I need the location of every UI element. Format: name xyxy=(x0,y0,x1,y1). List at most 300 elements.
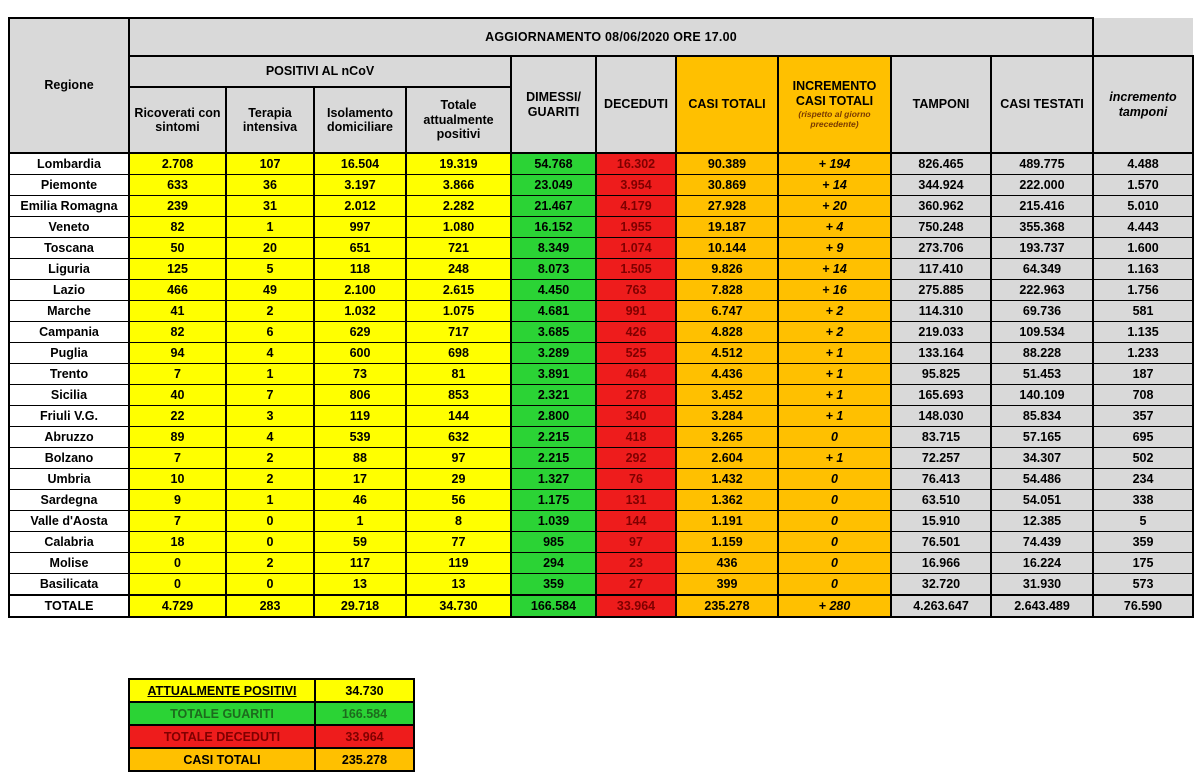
legend-row-totale-deceduti xyxy=(129,725,414,748)
deceduti-value: 16.302 xyxy=(596,153,676,175)
region-name: Umbria xyxy=(9,469,129,490)
legend-value: 166.584 xyxy=(315,702,414,725)
deceduti-value: 97 xyxy=(596,532,676,553)
deceduti-value: 131 xyxy=(596,490,676,511)
ricoverati-value: 10 xyxy=(129,469,226,490)
ricoverati-value: 4.729 xyxy=(129,595,226,617)
casi-testati-value: 54.486 xyxy=(991,469,1093,490)
dimessi-guariti-value: 4.450 xyxy=(511,280,596,301)
casi-testati-value: 69.736 xyxy=(991,301,1093,322)
tamponi-value: 219.033 xyxy=(891,322,991,343)
terapia-intensiva-value: 2 xyxy=(226,553,314,574)
dimessi-guariti-value: 166.584 xyxy=(511,595,596,617)
dimessi-guariti-value: 2.215 xyxy=(511,427,596,448)
terapia-intensiva-value: 1 xyxy=(226,364,314,385)
ricoverati-value: 94 xyxy=(129,343,226,364)
ricoverati-value: 2.708 xyxy=(129,153,226,175)
incremento-casi-value: 0 xyxy=(778,511,891,532)
terapia-intensiva-value: 1 xyxy=(226,217,314,238)
covid-data-table xyxy=(8,17,1194,618)
column-header-isolamento: Isolamento domiciliare xyxy=(314,87,406,153)
region-name: Toscana xyxy=(9,238,129,259)
deceduti-value: 27 xyxy=(596,574,676,596)
casi-totali-value: 1.432 xyxy=(676,469,778,490)
table-row xyxy=(9,217,1193,238)
terapia-intensiva-value: 49 xyxy=(226,280,314,301)
totale-positivi-value: 721 xyxy=(406,238,511,259)
tamponi-value: 360.962 xyxy=(891,196,991,217)
dimessi-guariti-value: 16.152 xyxy=(511,217,596,238)
isolamento-value: 2.100 xyxy=(314,280,406,301)
isolamento-value: 1 xyxy=(314,511,406,532)
column-header-tamponi: TAMPONI xyxy=(891,56,991,153)
incremento-casi-value: + 2 xyxy=(778,322,891,343)
dimessi-guariti-value: 1.327 xyxy=(511,469,596,490)
casi-testati-value: 57.165 xyxy=(991,427,1093,448)
casi-totali-value: 27.928 xyxy=(676,196,778,217)
dimessi-guariti-value: 54.768 xyxy=(511,153,596,175)
ricoverati-value: 7 xyxy=(129,448,226,469)
terapia-intensiva-value: 36 xyxy=(226,175,314,196)
incremento-tamponi-value: 4.488 xyxy=(1093,153,1193,175)
deceduti-value: 1.505 xyxy=(596,259,676,280)
ricoverati-value: 82 xyxy=(129,322,226,343)
incremento-tamponi-value: 1.570 xyxy=(1093,175,1193,196)
terapia-intensiva-value: 3 xyxy=(226,406,314,427)
table-row xyxy=(9,322,1193,343)
ricoverati-value: 22 xyxy=(129,406,226,427)
isolamento-value: 3.197 xyxy=(314,175,406,196)
casi-totali-value: 7.828 xyxy=(676,280,778,301)
table-row xyxy=(9,427,1193,448)
incremento-tamponi-value: 1.233 xyxy=(1093,343,1193,364)
totale-positivi-value: 1.075 xyxy=(406,301,511,322)
casi-testati-value: 54.051 xyxy=(991,490,1093,511)
region-name: Sicilia xyxy=(9,385,129,406)
table-row xyxy=(9,532,1193,553)
incremento-casi-subtitle: (rispetto al giorno precedente) xyxy=(798,109,871,129)
tamponi-value: 750.248 xyxy=(891,217,991,238)
casi-totali-value: 399 xyxy=(676,574,778,596)
dimessi-guariti-value: 359 xyxy=(511,574,596,596)
dimessi-guariti-value: 8.349 xyxy=(511,238,596,259)
incremento-casi-value: + 4 xyxy=(778,217,891,238)
region-name: Basilicata xyxy=(9,574,129,596)
totale-positivi-value: 56 xyxy=(406,490,511,511)
region-name: Puglia xyxy=(9,343,129,364)
casi-testati-value: 51.453 xyxy=(991,364,1093,385)
terapia-intensiva-value: 2 xyxy=(226,469,314,490)
terapia-intensiva-value: 4 xyxy=(226,427,314,448)
isolamento-value: 651 xyxy=(314,238,406,259)
totale-positivi-value: 144 xyxy=(406,406,511,427)
incremento-tamponi-value: 5 xyxy=(1093,511,1193,532)
ricoverati-value: 50 xyxy=(129,238,226,259)
column-header-totale-positivi: Totale attualmente positivi xyxy=(406,87,511,153)
incremento-casi-value: + 1 xyxy=(778,385,891,406)
tamponi-value: 165.693 xyxy=(891,385,991,406)
casi-totali-value: 90.389 xyxy=(676,153,778,175)
casi-testati-value: 34.307 xyxy=(991,448,1093,469)
table-row xyxy=(9,511,1193,532)
column-group-positivi: POSITIVI AL nCoV xyxy=(129,56,511,87)
casi-testati-value: 140.109 xyxy=(991,385,1093,406)
column-header-deceduti: DECEDUTI xyxy=(596,56,676,153)
ricoverati-value: 82 xyxy=(129,217,226,238)
deceduti-value: 340 xyxy=(596,406,676,427)
region-name: Emilia Romagna xyxy=(9,196,129,217)
casi-testati-value: 31.930 xyxy=(991,574,1093,596)
isolamento-value: 29.718 xyxy=(314,595,406,617)
tamponi-value: 117.410 xyxy=(891,259,991,280)
ricoverati-value: 18 xyxy=(129,532,226,553)
column-header-ricoverati: Ricoverati con sintomi xyxy=(129,87,226,153)
region-name: Lazio xyxy=(9,280,129,301)
corner-spacer xyxy=(1093,18,1193,56)
totale-positivi-value: 19.319 xyxy=(406,153,511,175)
table-body xyxy=(9,153,1193,617)
totale-positivi-value: 2.615 xyxy=(406,280,511,301)
casi-totali-value: 1.362 xyxy=(676,490,778,511)
incremento-casi-value: + 1 xyxy=(778,364,891,385)
region-name: TOTALE xyxy=(9,595,129,617)
deceduti-value: 1.074 xyxy=(596,238,676,259)
dimessi-guariti-value: 23.049 xyxy=(511,175,596,196)
table-row xyxy=(9,406,1193,427)
incremento-tamponi-value: 338 xyxy=(1093,490,1193,511)
totale-positivi-value: 13 xyxy=(406,574,511,596)
table-row xyxy=(9,153,1193,175)
column-header-casi-totali: CASI TOTALI xyxy=(676,56,778,153)
region-name: Marche xyxy=(9,301,129,322)
legend-row-totale-guariti xyxy=(129,702,414,725)
isolamento-value: 88 xyxy=(314,448,406,469)
isolamento-value: 629 xyxy=(314,322,406,343)
dimessi-guariti-value: 2.215 xyxy=(511,448,596,469)
tamponi-value: 76.413 xyxy=(891,469,991,490)
region-name: Lombardia xyxy=(9,153,129,175)
incremento-tamponi-value: 1.600 xyxy=(1093,238,1193,259)
legend-value: 235.278 xyxy=(315,748,414,771)
isolamento-value: 17 xyxy=(314,469,406,490)
totale-positivi-value: 29 xyxy=(406,469,511,490)
incremento-casi-value: + 194 xyxy=(778,153,891,175)
deceduti-value: 525 xyxy=(596,343,676,364)
incremento-casi-value: 0 xyxy=(778,427,891,448)
casi-testati-value: 489.775 xyxy=(991,153,1093,175)
terapia-intensiva-value: 4 xyxy=(226,343,314,364)
casi-testati-value: 88.228 xyxy=(991,343,1093,364)
casi-testati-value: 222.000 xyxy=(991,175,1093,196)
dimessi-guariti-value: 3.289 xyxy=(511,343,596,364)
tamponi-value: 344.924 xyxy=(891,175,991,196)
dimessi-guariti-value: 3.685 xyxy=(511,322,596,343)
dimessi-guariti-value: 2.800 xyxy=(511,406,596,427)
region-name: Liguria xyxy=(9,259,129,280)
deceduti-value: 418 xyxy=(596,427,676,448)
region-name: Sardegna xyxy=(9,490,129,511)
ricoverati-value: 7 xyxy=(129,364,226,385)
incremento-casi-value: 0 xyxy=(778,469,891,490)
casi-testati-value: 109.534 xyxy=(991,322,1093,343)
incremento-tamponi-value: 573 xyxy=(1093,574,1193,596)
casi-totali-value: 19.187 xyxy=(676,217,778,238)
totale-positivi-value: 717 xyxy=(406,322,511,343)
casi-testati-value: 193.737 xyxy=(991,238,1093,259)
incremento-tamponi-value: 359 xyxy=(1093,532,1193,553)
casi-totali-value: 3.452 xyxy=(676,385,778,406)
isolamento-value: 46 xyxy=(314,490,406,511)
table-row xyxy=(9,553,1193,574)
isolamento-value: 119 xyxy=(314,406,406,427)
tamponi-value: 32.720 xyxy=(891,574,991,596)
deceduti-value: 33.964 xyxy=(596,595,676,617)
incremento-tamponi-value: 76.590 xyxy=(1093,595,1193,617)
incremento-tamponi-value: 357 xyxy=(1093,406,1193,427)
tamponi-value: 114.310 xyxy=(891,301,991,322)
casi-testati-value: 85.834 xyxy=(991,406,1093,427)
region-name: Valle d'Aosta xyxy=(9,511,129,532)
incremento-casi-value: + 1 xyxy=(778,343,891,364)
legend-table xyxy=(128,678,415,772)
incremento-casi-value: + 2 xyxy=(778,301,891,322)
table-row xyxy=(9,364,1193,385)
region-name: Trento xyxy=(9,364,129,385)
deceduti-value: 23 xyxy=(596,553,676,574)
isolamento-value: 73 xyxy=(314,364,406,385)
table-row xyxy=(9,301,1193,322)
casi-totali-value: 30.869 xyxy=(676,175,778,196)
column-header-dimessi-guariti: DIMESSI/ GUARITI xyxy=(511,56,596,153)
dimessi-guariti-value: 3.891 xyxy=(511,364,596,385)
tamponi-value: 95.825 xyxy=(891,364,991,385)
terapia-intensiva-value: 2 xyxy=(226,301,314,322)
casi-totali-value: 1.159 xyxy=(676,532,778,553)
casi-testati-value: 74.439 xyxy=(991,532,1093,553)
isolamento-value: 1.032 xyxy=(314,301,406,322)
table-row xyxy=(9,490,1193,511)
ricoverati-value: 239 xyxy=(129,196,226,217)
tamponi-value: 15.910 xyxy=(891,511,991,532)
terapia-intensiva-value: 6 xyxy=(226,322,314,343)
column-header-regione: Regione xyxy=(9,18,129,153)
tamponi-value: 63.510 xyxy=(891,490,991,511)
incremento-tamponi-value: 1.163 xyxy=(1093,259,1193,280)
column-header-casi-testati: CASI TESTATI xyxy=(991,56,1093,153)
terapia-intensiva-value: 283 xyxy=(226,595,314,617)
tamponi-value: 4.263.647 xyxy=(891,595,991,617)
ricoverati-value: 41 xyxy=(129,301,226,322)
casi-totali-value: 3.265 xyxy=(676,427,778,448)
column-header-incremento-casi xyxy=(778,56,891,153)
legend-value: 33.964 xyxy=(315,725,414,748)
terapia-intensiva-value: 31 xyxy=(226,196,314,217)
incremento-tamponi-value: 5.010 xyxy=(1093,196,1193,217)
totale-positivi-value: 34.730 xyxy=(406,595,511,617)
tamponi-value: 133.164 xyxy=(891,343,991,364)
terapia-intensiva-value: 7 xyxy=(226,385,314,406)
incremento-casi-value: + 16 xyxy=(778,280,891,301)
ricoverati-value: 89 xyxy=(129,427,226,448)
isolamento-value: 118 xyxy=(314,259,406,280)
casi-totali-value: 1.191 xyxy=(676,511,778,532)
tamponi-value: 72.257 xyxy=(891,448,991,469)
casi-testati-value: 215.416 xyxy=(991,196,1093,217)
ricoverati-value: 9 xyxy=(129,490,226,511)
deceduti-value: 3.954 xyxy=(596,175,676,196)
isolamento-value: 539 xyxy=(314,427,406,448)
ricoverati-value: 0 xyxy=(129,553,226,574)
deceduti-value: 991 xyxy=(596,301,676,322)
table-row xyxy=(9,280,1193,301)
legend-label: CASI TOTALI xyxy=(129,748,315,771)
ricoverati-value: 7 xyxy=(129,511,226,532)
terapia-intensiva-value: 0 xyxy=(226,574,314,596)
isolamento-value: 997 xyxy=(314,217,406,238)
region-name: Piemonte xyxy=(9,175,129,196)
isolamento-value: 117 xyxy=(314,553,406,574)
dimessi-guariti-value: 294 xyxy=(511,553,596,574)
isolamento-value: 806 xyxy=(314,385,406,406)
casi-testati-value: 12.385 xyxy=(991,511,1093,532)
dimessi-guariti-value: 21.467 xyxy=(511,196,596,217)
terapia-intensiva-value: 107 xyxy=(226,153,314,175)
legend-value: 34.730 xyxy=(315,679,414,702)
totale-positivi-value: 97 xyxy=(406,448,511,469)
table-row xyxy=(9,469,1193,490)
isolamento-value: 600 xyxy=(314,343,406,364)
tamponi-value: 76.501 xyxy=(891,532,991,553)
dimessi-guariti-value: 985 xyxy=(511,532,596,553)
casi-totali-value: 436 xyxy=(676,553,778,574)
totale-positivi-value: 81 xyxy=(406,364,511,385)
column-header-incremento-tamponi: incremento tamponi xyxy=(1093,56,1193,153)
deceduti-value: 278 xyxy=(596,385,676,406)
ricoverati-value: 40 xyxy=(129,385,226,406)
legend-label: TOTALE GUARITI xyxy=(129,702,315,725)
terapia-intensiva-value: 2 xyxy=(226,448,314,469)
table-row xyxy=(9,385,1193,406)
incremento-casi-value: + 1 xyxy=(778,406,891,427)
deceduti-value: 464 xyxy=(596,364,676,385)
isolamento-value: 2.012 xyxy=(314,196,406,217)
incremento-casi-value: 0 xyxy=(778,532,891,553)
casi-totali-value: 4.512 xyxy=(676,343,778,364)
incremento-casi-value: + 280 xyxy=(778,595,891,617)
totale-positivi-value: 77 xyxy=(406,532,511,553)
table-row xyxy=(9,574,1193,596)
incremento-casi-value: 0 xyxy=(778,490,891,511)
deceduti-value: 144 xyxy=(596,511,676,532)
region-name: Abruzzo xyxy=(9,427,129,448)
incremento-tamponi-value: 234 xyxy=(1093,469,1193,490)
incremento-tamponi-value: 175 xyxy=(1093,553,1193,574)
dimessi-guariti-value: 8.073 xyxy=(511,259,596,280)
ricoverati-value: 125 xyxy=(129,259,226,280)
incremento-tamponi-value: 187 xyxy=(1093,364,1193,385)
legend-label: TOTALE DECEDUTI xyxy=(129,725,315,748)
deceduti-value: 763 xyxy=(596,280,676,301)
banner-row xyxy=(9,18,1193,56)
region-name: Bolzano xyxy=(9,448,129,469)
deceduti-value: 292 xyxy=(596,448,676,469)
dimessi-guariti-value: 4.681 xyxy=(511,301,596,322)
total-row xyxy=(9,595,1193,617)
totale-positivi-value: 2.282 xyxy=(406,196,511,217)
isolamento-value: 13 xyxy=(314,574,406,596)
legend-label-text: ATTUALMENTE POSITIVI xyxy=(147,683,297,698)
incremento-casi-value: + 14 xyxy=(778,175,891,196)
table-row xyxy=(9,343,1193,364)
casi-totali-value: 10.144 xyxy=(676,238,778,259)
deceduti-value: 4.179 xyxy=(596,196,676,217)
ricoverati-value: 633 xyxy=(129,175,226,196)
isolamento-value: 16.504 xyxy=(314,153,406,175)
table-row xyxy=(9,259,1193,280)
incremento-tamponi-value: 695 xyxy=(1093,427,1193,448)
casi-totali-value: 6.747 xyxy=(676,301,778,322)
update-banner: AGGIORNAMENTO 08/06/2020 ORE 17.00 xyxy=(129,18,1093,56)
incremento-tamponi-value: 1.135 xyxy=(1093,322,1193,343)
region-name: Friuli V.G. xyxy=(9,406,129,427)
tamponi-value: 148.030 xyxy=(891,406,991,427)
incremento-casi-value: + 1 xyxy=(778,448,891,469)
casi-totali-value: 9.826 xyxy=(676,259,778,280)
isolamento-value: 59 xyxy=(314,532,406,553)
casi-testati-value: 64.349 xyxy=(991,259,1093,280)
legend-row-attualmente-positivi xyxy=(129,679,414,702)
table-header xyxy=(9,18,1193,153)
terapia-intensiva-value: 1 xyxy=(226,490,314,511)
totale-positivi-value: 248 xyxy=(406,259,511,280)
deceduti-value: 426 xyxy=(596,322,676,343)
incremento-tamponi-value: 1.756 xyxy=(1093,280,1193,301)
totale-positivi-value: 119 xyxy=(406,553,511,574)
group-header-row xyxy=(9,56,1193,87)
incremento-casi-label: INCREMENTO CASI TOTALI xyxy=(792,79,877,108)
tamponi-value: 273.706 xyxy=(891,238,991,259)
totale-positivi-value: 698 xyxy=(406,343,511,364)
terapia-intensiva-value: 0 xyxy=(226,532,314,553)
region-name: Veneto xyxy=(9,217,129,238)
casi-totali-value: 3.284 xyxy=(676,406,778,427)
terapia-intensiva-value: 0 xyxy=(226,511,314,532)
incremento-tamponi-value: 502 xyxy=(1093,448,1193,469)
incremento-tamponi-value: 4.443 xyxy=(1093,217,1193,238)
incremento-casi-value: 0 xyxy=(778,574,891,596)
incremento-casi-value: + 9 xyxy=(778,238,891,259)
table-row xyxy=(9,448,1193,469)
incremento-casi-value: 0 xyxy=(778,553,891,574)
casi-testati-value: 355.368 xyxy=(991,217,1093,238)
incremento-casi-value: + 20 xyxy=(778,196,891,217)
casi-testati-value: 16.224 xyxy=(991,553,1093,574)
incremento-tamponi-value: 708 xyxy=(1093,385,1193,406)
casi-totali-value: 235.278 xyxy=(676,595,778,617)
region-name: Calabria xyxy=(9,532,129,553)
casi-totali-value: 4.828 xyxy=(676,322,778,343)
dimessi-guariti-value: 1.175 xyxy=(511,490,596,511)
totale-positivi-value: 853 xyxy=(406,385,511,406)
deceduti-value: 1.955 xyxy=(596,217,676,238)
table-row xyxy=(9,238,1193,259)
casi-testati-value: 222.963 xyxy=(991,280,1093,301)
tamponi-value: 16.966 xyxy=(891,553,991,574)
totale-positivi-value: 8 xyxy=(406,511,511,532)
deceduti-value: 76 xyxy=(596,469,676,490)
totale-positivi-value: 1.080 xyxy=(406,217,511,238)
casi-totali-value: 2.604 xyxy=(676,448,778,469)
